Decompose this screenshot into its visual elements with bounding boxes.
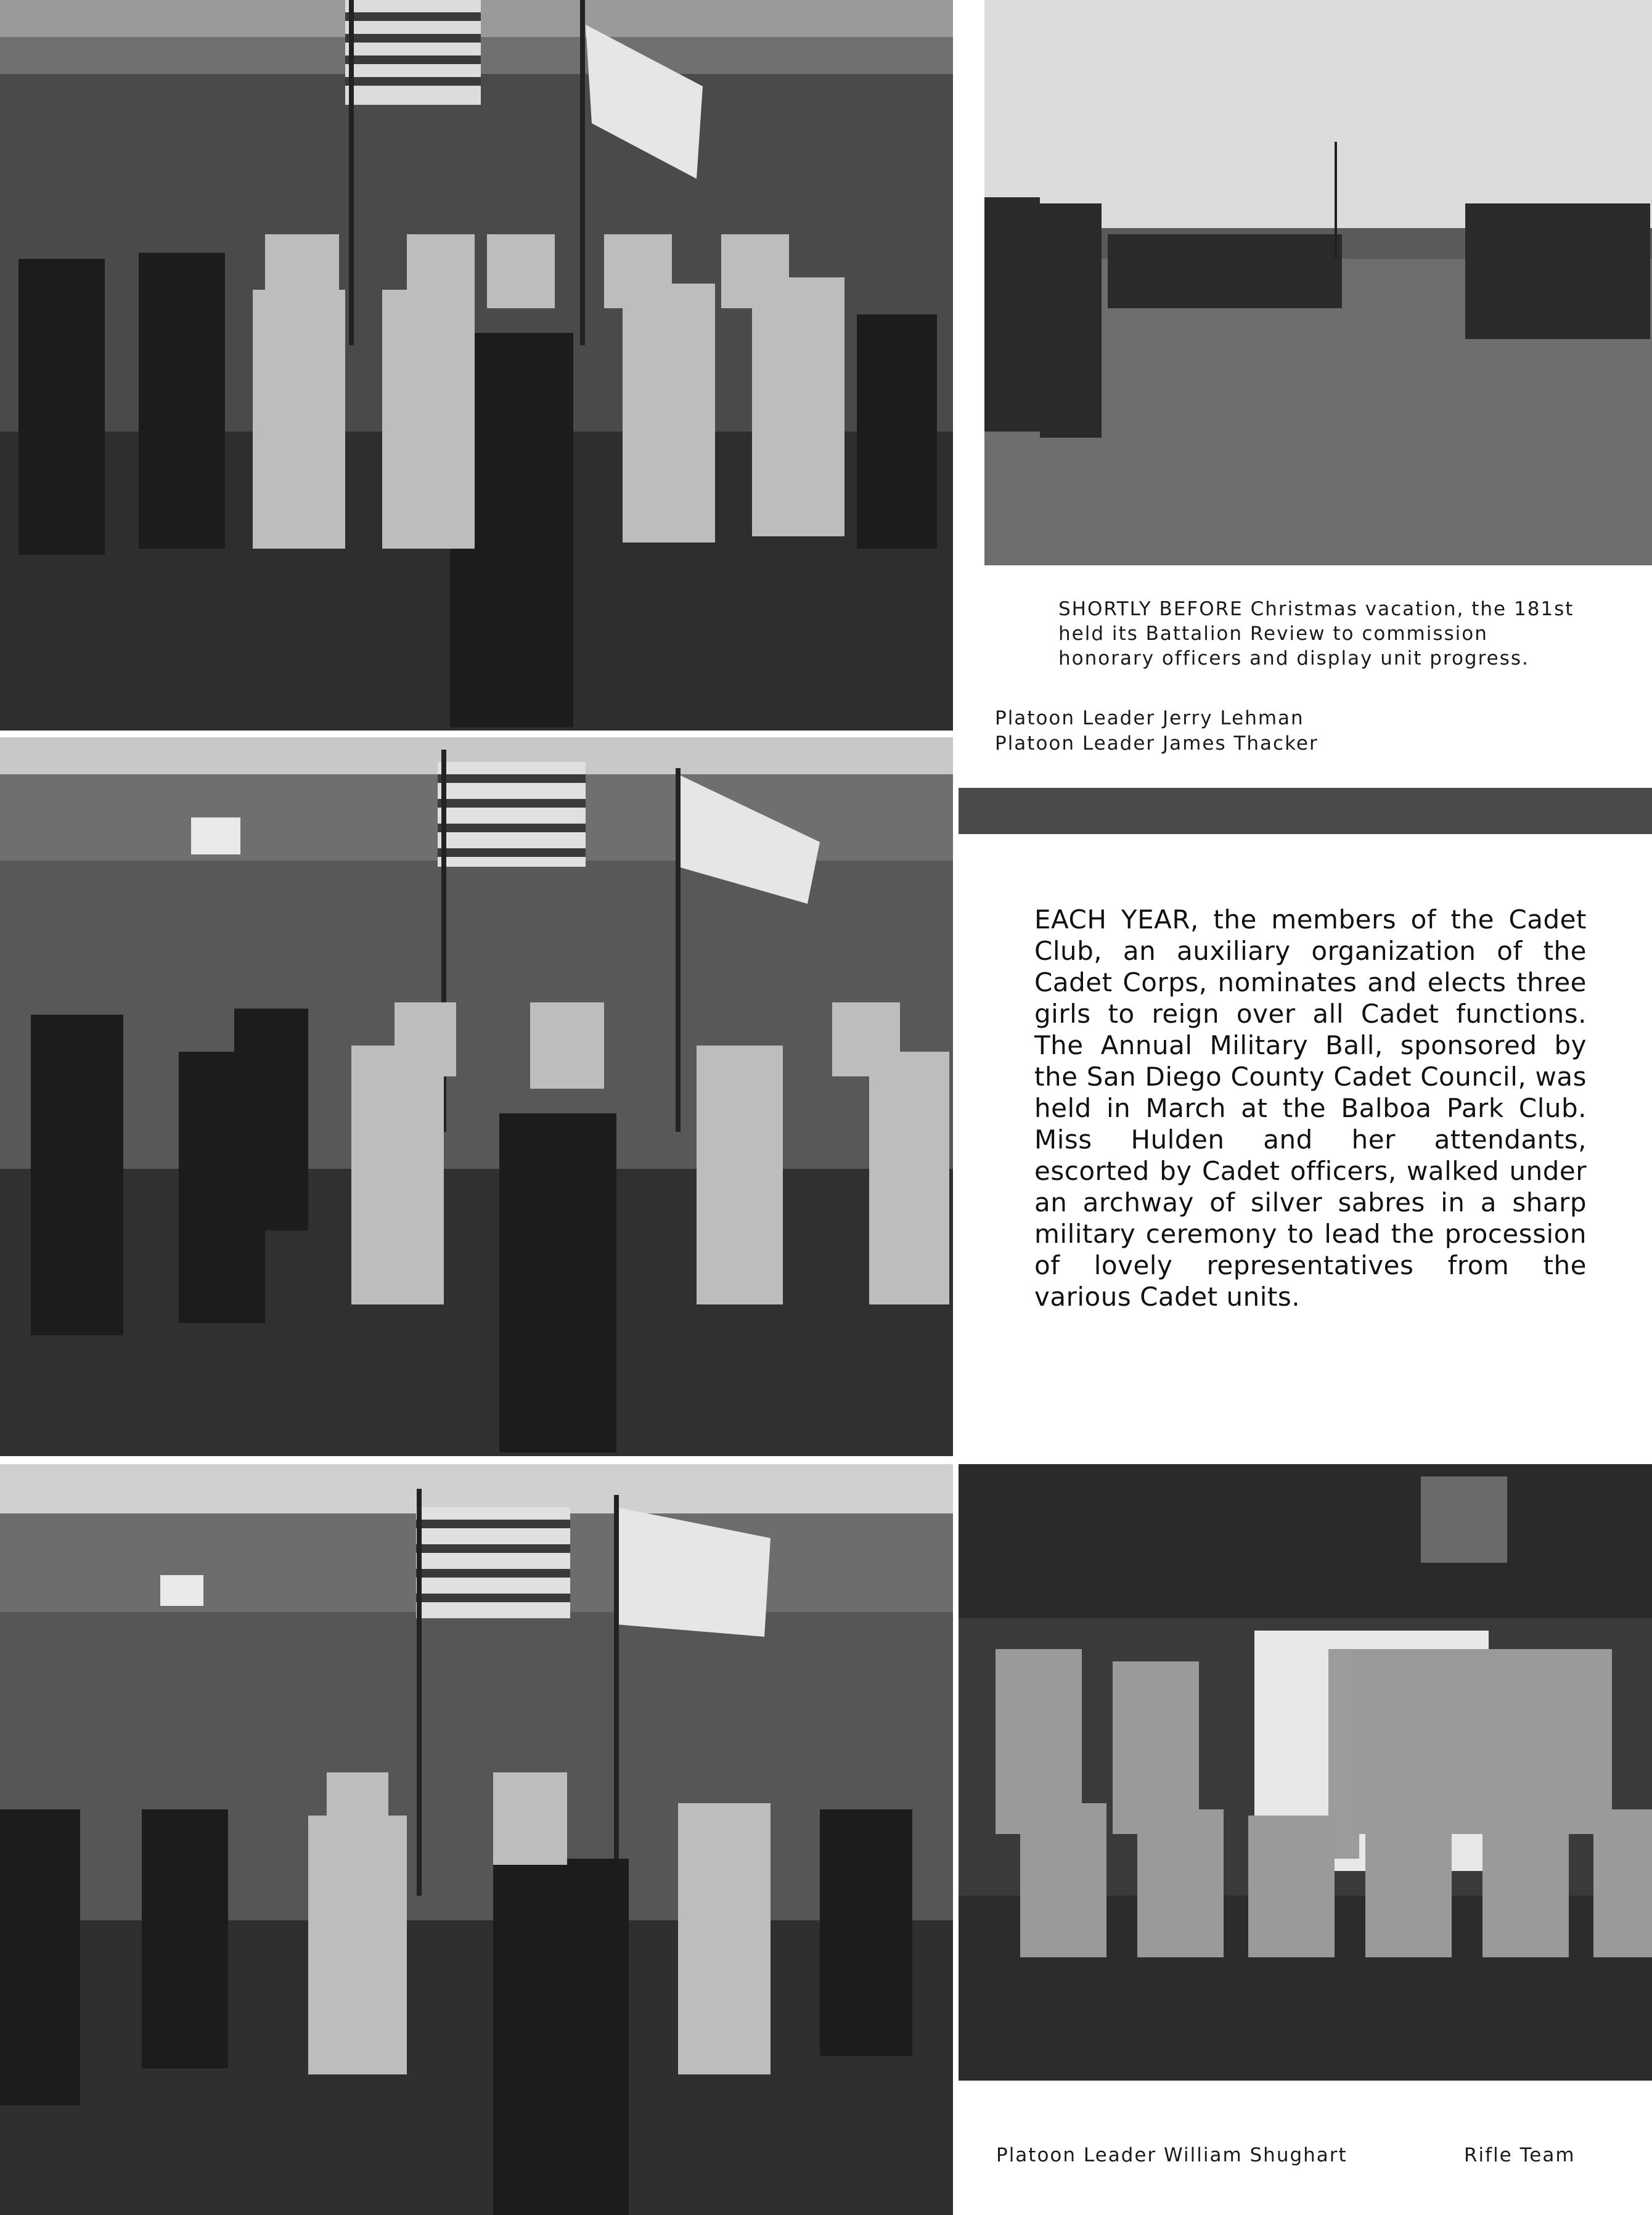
- caption-platoon-leader-3: Platoon Leader William Shughart: [996, 2144, 1347, 2166]
- photo-battalion-review: [984, 0, 1652, 565]
- photo-art: [0, 737, 953, 1456]
- section-divider-band: [959, 788, 1652, 834]
- photo-art: [984, 0, 1652, 565]
- photo-color-guard-middle: [0, 737, 953, 1456]
- caption-platoon-leader-1: Platoon Leader Jerry Lehman: [995, 707, 1304, 729]
- photo-rifle-team: [959, 1464, 1652, 2081]
- caption-platoon-leader-2: Platoon Leader James Thacker: [995, 732, 1319, 755]
- photo-color-guard-top: [0, 0, 953, 731]
- photo-art: [0, 0, 953, 731]
- caption-battalion-review: SHORTLY BEFORE Christmas vacation, the 181st held its Battalion Review to commission honorary officers and display unit progress.: [1058, 598, 1574, 669]
- photo-art: [0, 1464, 953, 2215]
- photo-color-guard-bottom: [0, 1464, 953, 2215]
- article-cadet-club: EACH YEAR, the members of the Cadet Club, an auxiliary organization of the Cadet Corps, nominates and elects three girls to reign over all Cadet functions. The Annual Military Ball, sponsored by the San Diego County Cadet Council, was held in March at the Balboa Park Club. Miss Hulden and her attendants, escorted by Cadet officers, walked under an archway of silver sabres in a sharp military ceremony to lead the procession of lovely representatives from the various Cadet units.: [1034, 904, 1587, 1312]
- photo-art: [959, 1464, 1652, 2081]
- caption-rifle-team: Rifle Team: [1464, 2144, 1576, 2166]
